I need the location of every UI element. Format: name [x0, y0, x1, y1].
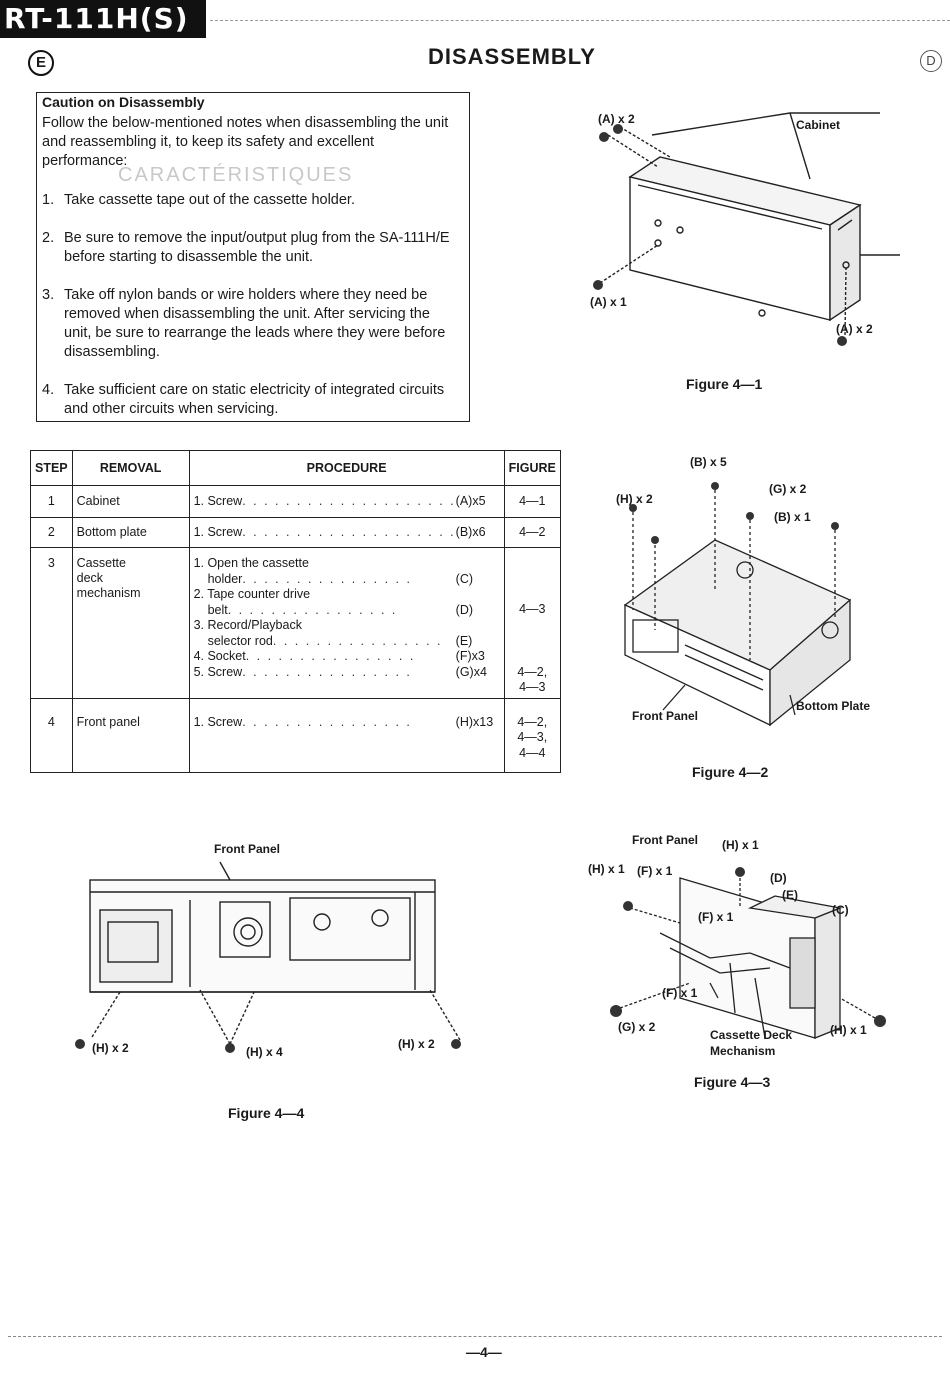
figure-ref: 4—3 — [519, 680, 546, 694]
caution-item — [42, 229, 460, 269]
column-header-removal: REMOVAL — [72, 451, 189, 486]
callout-h4: (H) x 4 — [246, 1045, 283, 1059]
callout-g2: (G) x 2 — [618, 1020, 656, 1034]
procedure-code: (F)x3 — [455, 649, 485, 663]
caution-item-number: 4. — [42, 382, 55, 398]
callout-f1-top: (F) x 1 — [637, 864, 673, 878]
procedure-line — [194, 649, 500, 665]
callout-h1-right: (H) x 1 — [830, 1023, 867, 1037]
procedure-text: 1. Screw — [193, 714, 243, 729]
procedure-cell — [189, 486, 504, 518]
procedure-code: (H)x13 — [455, 714, 494, 729]
figure-cell — [504, 548, 560, 699]
caution-item-text: Take cassette tape out of the cassette holder. — [64, 192, 355, 208]
leader-dots: . . . . . . . . . . . . . . . . — [245, 649, 416, 663]
leader-dots: . . . . . . . . . . . . . . . . — [242, 571, 412, 586]
callout-c: (C) — [832, 903, 849, 917]
table-row — [31, 548, 561, 699]
procedure-line — [194, 494, 500, 510]
procedure-text: 1. Screw — [193, 494, 243, 508]
callout-h1-top: (H) x 1 — [722, 838, 759, 852]
figure-cell — [504, 486, 560, 518]
caution-item — [42, 191, 460, 211]
figure-4-4-drawing — [80, 862, 450, 1052]
removal-cell: Bottom plate — [72, 518, 189, 548]
table-row — [31, 486, 561, 518]
leader-dots: . . . . . . . . . . . . . . . . — [227, 602, 398, 617]
column-header-figure: FIGURE — [504, 451, 560, 486]
procedure-line — [194, 634, 500, 650]
callout-a-right: (A) x 2 — [836, 322, 873, 336]
procedure-line — [194, 572, 500, 588]
procedure-text: 4. Socket — [193, 649, 246, 663]
column-header-step: STEP — [31, 451, 73, 486]
step-cell: 1 — [31, 486, 73, 518]
procedure-text: belt — [207, 602, 228, 617]
callout-h2: (H) x 2 — [616, 492, 653, 506]
callout-g2: (G) x 2 — [769, 482, 807, 496]
page-number: —4— — [466, 1344, 502, 1360]
caution-intro: Follow the below-mentioned notes when disassembling the unit and reassembling it, to keep its safety and excellent performance: — [42, 115, 449, 169]
leader-dots: . . . . . . . . . . . . . . . . — [272, 633, 443, 648]
callout-d: (D) — [770, 871, 787, 885]
callout-b1: (B) x 1 — [774, 510, 811, 524]
procedure-line — [194, 603, 500, 619]
procedure-text: holder — [207, 571, 243, 586]
callout-e: (E) — [782, 888, 798, 902]
page-title: DISASSEMBLY — [428, 44, 596, 69]
figure-ref: 4—1 — [519, 494, 546, 508]
table-header-row — [31, 451, 561, 486]
procedure-text: 2. Tape counter drive — [193, 587, 311, 601]
ghost-heading: CARACTÉRISTIQUES — [118, 164, 354, 186]
removal-cell: Front panel — [72, 698, 189, 773]
figure-ref: 4—2 — [519, 525, 546, 539]
procedure-text: 1. Open the cassette — [193, 556, 309, 570]
leader-dots: . . . . . . . . . . . . . . . . . . . . — [242, 525, 456, 539]
caution-item-number: 3. — [42, 287, 55, 303]
top-rule — [210, 20, 950, 21]
procedure-code: (G)x4 — [455, 664, 487, 679]
figure-4-1-label: Figure 4—1 — [686, 376, 763, 392]
figure-ref: 4—2, — [517, 714, 548, 729]
callout-bottom-plate: Bottom Plate — [796, 699, 871, 713]
caution-item-text: Take off nylon bands or wire holders where they need be removed when disassembling the unit. After servicing the unit, be sure to rearrange the leads where they were before disassembling. — [64, 287, 446, 360]
figure-ref: 4—3, — [517, 730, 548, 744]
procedure-line — [194, 665, 500, 681]
figure-ref: 4—4 — [519, 745, 546, 760]
step-cell: 3 — [31, 548, 73, 699]
leader-dots: . . . . . . . . . . . . . . . . . . . . — [242, 494, 456, 508]
procedure-line — [194, 715, 500, 731]
procedure-cell — [189, 518, 504, 548]
callout-h2-left: (H) x 2 — [92, 1041, 129, 1055]
procedure-code: (D) — [455, 602, 474, 617]
callout-h2-right: (H) x 2 — [398, 1037, 435, 1051]
callout-h1-left: (H) x 1 — [588, 862, 625, 876]
caution-item — [42, 381, 460, 421]
step-cell: 2 — [31, 518, 73, 548]
disassembly-table — [30, 450, 561, 773]
procedure-code: (A)x5 — [455, 494, 486, 508]
removal-cell: Cassette deck mechanism — [72, 548, 189, 699]
procedure-text: selector rod — [207, 633, 273, 648]
caution-item — [42, 286, 460, 364]
procedure-cell — [189, 548, 504, 699]
callout-front-panel: Front Panel — [632, 709, 699, 723]
procedure-line — [194, 556, 500, 572]
procedure-code: (C) — [455, 571, 474, 586]
column-header-procedure: PROCEDURE — [189, 451, 504, 486]
procedure-cell — [189, 698, 504, 773]
bottom-rule — [8, 1336, 942, 1337]
procedure-line — [194, 525, 500, 541]
procedure-code: (E) — [455, 633, 473, 648]
leader-dots: . . . . . . . . . . . . . . . . — [242, 664, 412, 679]
figure-4-4-label: Figure 4—4 — [228, 1105, 305, 1121]
table-row — [31, 518, 561, 548]
callout-b5: (B) x 5 — [690, 455, 727, 469]
removal-cell: Cabinet — [72, 486, 189, 518]
procedure-line — [194, 618, 500, 634]
callout-a-left: (A) x 1 — [590, 295, 627, 309]
caution-item-text: Be sure to remove the input/output plug from the SA-111H/E before starting to disassemble the unit. — [64, 230, 450, 265]
procedure-code: (B)x6 — [455, 525, 486, 539]
caution-item-number: 2. — [42, 230, 55, 246]
caution-item-text: Take sufficient care on static electricity of integrated circuits and other circuits when servicing. — [64, 382, 445, 417]
language-badge-d: D — [920, 50, 942, 72]
language-badge-e: E — [28, 50, 54, 76]
figure-4-2-label: Figure 4—2 — [692, 764, 769, 780]
procedure-text: 1. Screw — [193, 525, 243, 539]
procedure-line — [194, 587, 500, 603]
callout-deck-line2: Mechanism — [710, 1044, 776, 1058]
callout-cabinet: Cabinet — [796, 118, 841, 132]
leader-dots: . . . . . . . . . . . . . . . . — [242, 714, 412, 729]
callout-f1-bot: (F) x 1 — [662, 986, 698, 1000]
callout-a-top: (A) x 2 — [598, 112, 635, 126]
model-tag: RT-111H(S) — [0, 0, 206, 38]
procedure-text: 3. Record/Playback — [193, 618, 302, 632]
figure-ref: 4—2, — [517, 664, 548, 679]
procedure-text: 5. Screw — [193, 664, 243, 679]
caution-heading: Caution on Disassembly — [42, 94, 205, 110]
callout-front-panel: Front Panel — [214, 842, 281, 856]
caution-item-number: 1. — [42, 192, 55, 208]
figure-cell — [504, 518, 560, 548]
table-row — [31, 698, 561, 773]
callout-deck-line1: Cassette Deck — [710, 1028, 793, 1042]
callout-front-panel: Front Panel — [632, 833, 699, 847]
figure-ref: 4—3 — [519, 602, 546, 616]
figure-4-3-label: Figure 4—3 — [694, 1074, 771, 1090]
step-cell: 4 — [31, 698, 73, 773]
figure-cell — [504, 698, 560, 773]
callout-f1-mid: (F) x 1 — [698, 910, 734, 924]
